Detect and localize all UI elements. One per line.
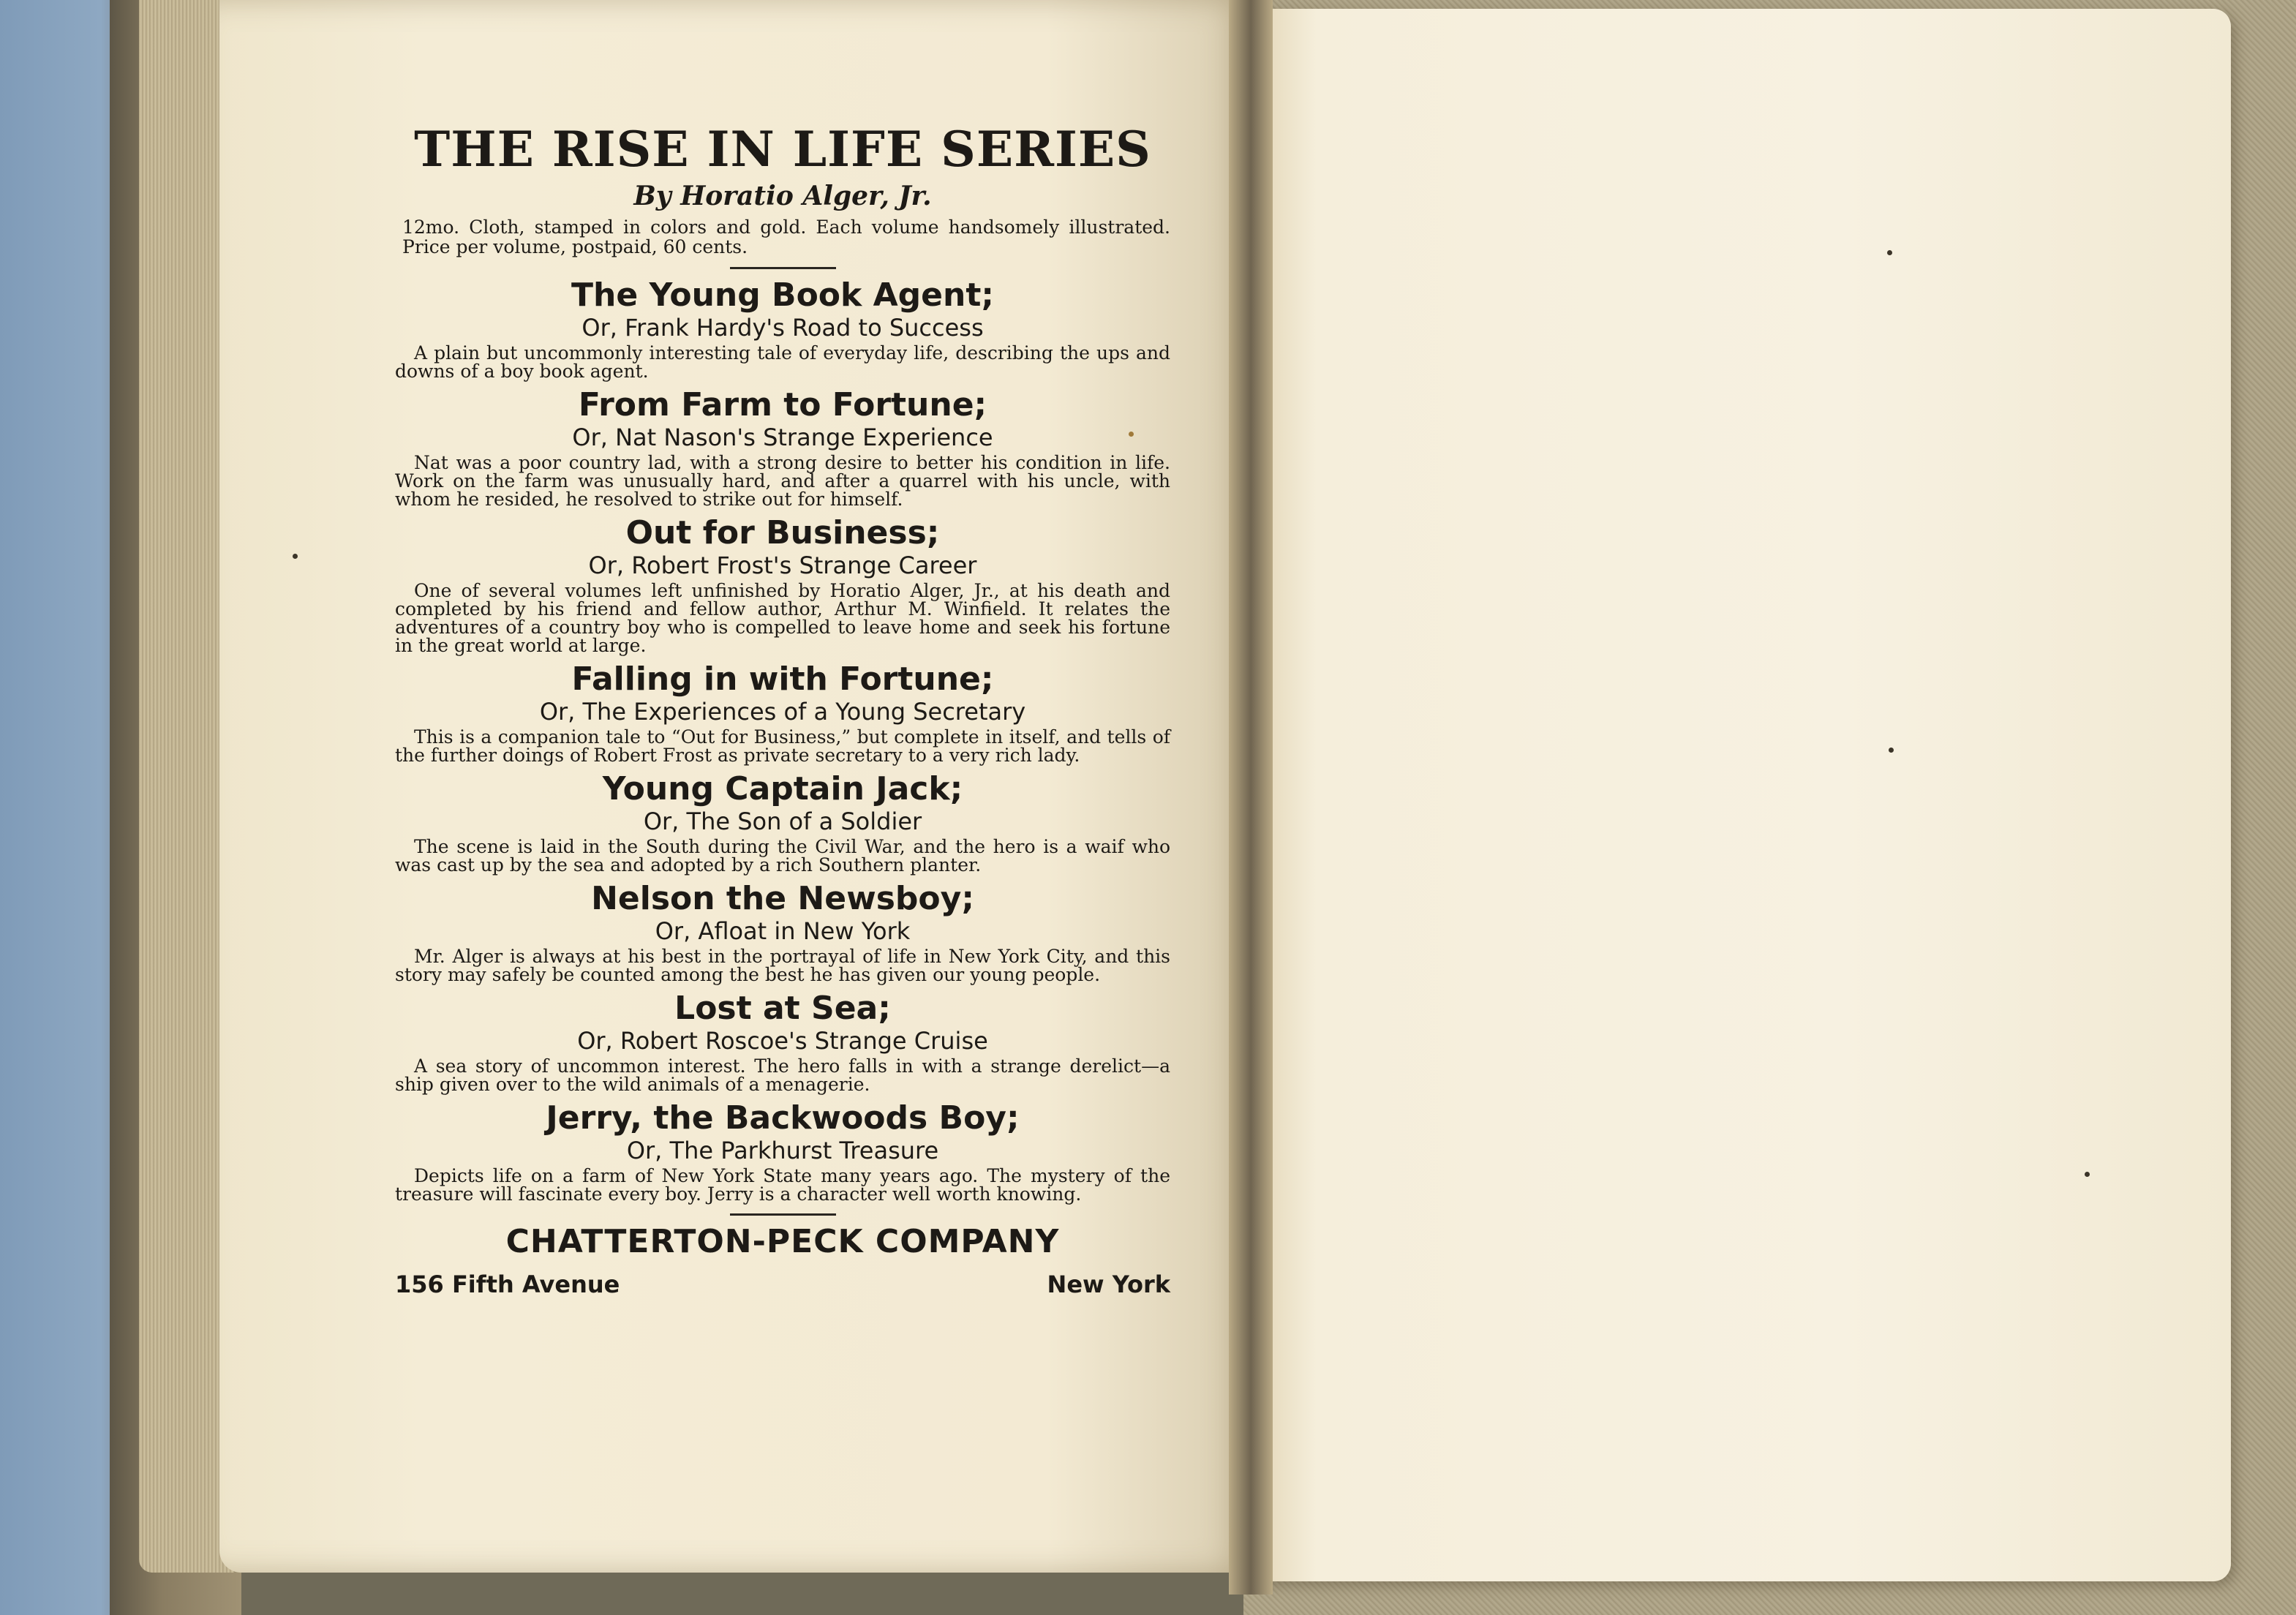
divider [730, 1213, 836, 1216]
book-description: A plain but uncommonly interesting tale of everyday life, describing the ups and downs of a boy book agent. [395, 342, 1170, 382]
book-entry [395, 770, 1170, 874]
book-subtitle: Or, Frank Hardy's Road to Success [581, 314, 984, 342]
publisher-address: 156 Fifth Avenue [395, 1270, 620, 1298]
book-subtitle: Or, The Parkhurst Treasure [626, 1137, 939, 1164]
book-entry [395, 1099, 1170, 1203]
book-subtitle: Or, Afloat in New York [655, 917, 911, 945]
series-author: By Horatio Alger, Jr. [633, 181, 932, 211]
series-description: 12mo. Cloth, stamped in colors and gold. Each volume handsomely illustrated. Price per volume, postpaid, 60 cents. [402, 217, 1170, 257]
book-entry [395, 660, 1170, 764]
book-description: A sea story of uncommon interest. The hero falls in with a strange derelict—a ship given over to the wild animals of a menagerie. [395, 1055, 1170, 1095]
publisher-city: New York [1047, 1270, 1170, 1298]
book-entry [395, 990, 1170, 1093]
book-subtitle: Or, The Experiences of a Young Secretary [539, 698, 1026, 726]
paper-speck [293, 554, 298, 559]
publisher-address-row [395, 1270, 1170, 1298]
book-title: Nelson the Newsboy; [591, 880, 974, 917]
book-subtitle: Or, Robert Roscoe's Strange Cruise [577, 1027, 988, 1055]
divider [730, 267, 836, 269]
book-description: One of several volumes left unfinished by Horatio Alger, Jr., at his death and completed by his friend and fellow author, Arthur M. Winfield. It relates the adventures of a country boy who is compelled to leave home and seek his fortune in the great world at large. [395, 580, 1170, 656]
book-subtitle: Or, Nat Nason's Strange Experience [572, 423, 993, 451]
book-description: This is a companion tale to “Out for Business,” but complete in itself, and tells of the further doings of Robert Frost as private secretary to a very rich lady. [395, 726, 1170, 766]
book-entry [395, 880, 1170, 984]
book-description: The scene is laid in the South during the Civil War, and the hero is a waif who was cast up by the sea and adopted by a rich Southern planter. [395, 836, 1170, 876]
series-title: THE RISE IN LIFE SERIES [414, 121, 1151, 178]
book-description: Mr. Alger is always at his best in the portrayal of life in New York City, and this story may safely be counted among the best he has given our young people. [395, 946, 1170, 985]
advertisement-text [395, 121, 1170, 1298]
paper-speck [1889, 748, 1894, 753]
book-subtitle: Or, Robert Frost's Strange Career [588, 551, 977, 579]
book-description: Depicts life on a farm of New York State many years ago. The mystery of the treasure will fascinate every boy. Jerry is a character well worth knowing. [395, 1165, 1170, 1205]
book-title: Falling in with Fortune; [571, 660, 994, 698]
book-subtitle: Or, The Son of a Soldier [643, 807, 922, 835]
book-title: Young Captain Jack; [602, 770, 963, 807]
paper-speck [1887, 250, 1892, 255]
book-title: Lost at Sea; [674, 990, 891, 1027]
book-list [395, 276, 1170, 1203]
publisher-name: CHATTERTON-PECK COMPANY [505, 1223, 1060, 1260]
book-entry [395, 514, 1170, 655]
book-entry [395, 276, 1170, 380]
blank-right-page [1258, 9, 2231, 1581]
book-description: Nat was a poor country lad, with a strong desire to better his condition in life. Work on the farm was unusually hard, and after a quarrel with his uncle, with whom he resided, he resolved to strike out for himself. [395, 452, 1170, 510]
book-gutter [1229, 0, 1273, 1595]
book-title: Jerry, the Backwoods Boy; [546, 1099, 1020, 1137]
book-title: Out for Business; [625, 514, 940, 551]
book-entry [395, 386, 1170, 508]
book-title: The Young Book Agent; [571, 276, 994, 314]
paper-speck [2085, 1172, 2090, 1177]
book-title: From Farm to Fortune; [578, 386, 987, 423]
